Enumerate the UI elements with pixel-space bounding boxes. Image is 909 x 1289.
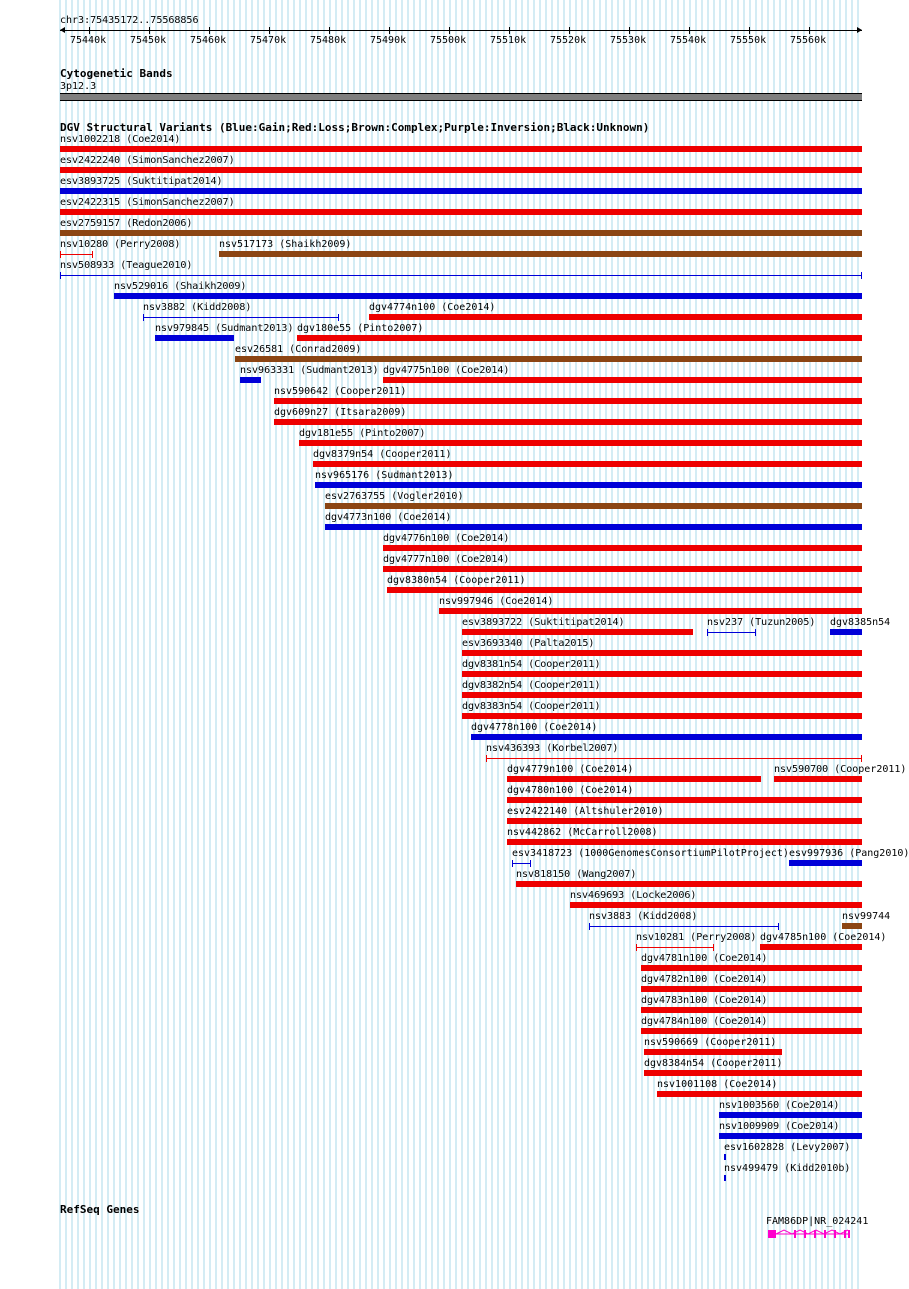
- variant-label[interactable]: esv1602828 (Levy2007): [724, 1142, 851, 1153]
- ruler-tick-label: 75470k: [250, 35, 287, 46]
- variant-label[interactable]: nsv963331 (Sudmant2013): [240, 365, 379, 376]
- variant-label[interactable]: dgv4783n100 (Coe2014): [641, 995, 768, 1006]
- ruler-tick-mark: [89, 27, 90, 34]
- variant-bar[interactable]: [462, 713, 862, 719]
- variant-label[interactable]: nsv590700 (Cooper2011): [774, 764, 907, 775]
- cytoband-bar[interactable]: [60, 93, 862, 101]
- variant-label[interactable]: nsv517173 (Shaikh2009): [219, 239, 352, 250]
- variant-bar[interactable]: [387, 587, 862, 593]
- variant-label[interactable]: dgv4779n100 (Coe2014): [507, 764, 634, 775]
- variant-end-cap: [636, 944, 637, 951]
- ruler-tick-label: 75550k: [730, 35, 767, 46]
- variant-bar[interactable]: [155, 335, 234, 341]
- ruler-tick-label: 75500k: [430, 35, 467, 46]
- ruler-tick-mark: [809, 27, 810, 34]
- region-coordinates: chr3:75435172..75568856: [60, 15, 199, 26]
- ruler-tick-label: 75510k: [490, 35, 527, 46]
- variant-bar[interactable]: [325, 503, 862, 509]
- variant-bar[interactable]: [830, 629, 862, 635]
- ruler-left-arrow-icon: [60, 27, 65, 33]
- variant-bar[interactable]: [315, 482, 862, 488]
- variant-label[interactable]: dgv8383n54 (Cooper2011): [462, 701, 601, 712]
- variant-label[interactable]: dgv4785n100 (Coe2014): [760, 932, 887, 943]
- variant-bar[interactable]: [462, 650, 862, 656]
- ruler-tick-label: 75440k: [70, 35, 107, 46]
- ruler-tick-label: 75480k: [310, 35, 347, 46]
- variant-bar[interactable]: [274, 419, 862, 425]
- variant-end-cap: [589, 923, 590, 930]
- variant-bar[interactable]: [240, 377, 261, 383]
- variant-bar[interactable]: [297, 335, 862, 341]
- variant-line[interactable]: [486, 758, 862, 759]
- variant-label[interactable]: dgv4781n100 (Coe2014): [641, 953, 768, 964]
- variant-bar[interactable]: [644, 1049, 782, 1055]
- ruler-tick-label: 75560k: [790, 35, 827, 46]
- variant-bar[interactable]: [60, 167, 862, 173]
- variant-label[interactable]: nsv237 (Tuzun2005): [707, 617, 816, 628]
- variant-label[interactable]: nsv1002218 (Coe2014): [60, 134, 181, 145]
- variant-label[interactable]: nsv1003560 (Coe2014): [719, 1100, 840, 1111]
- variant-label[interactable]: esv2422140 (Altshuler2010): [507, 806, 664, 817]
- gene-exon: [834, 1230, 836, 1238]
- gene-exon: [804, 1230, 806, 1238]
- variant-bar[interactable]: [313, 461, 862, 467]
- variant-bar[interactable]: [789, 860, 862, 866]
- gene-intron: [776, 1230, 848, 1234]
- variant-bar[interactable]: [383, 377, 862, 383]
- variant-label[interactable]: dgv4778n100 (Coe2014): [471, 722, 598, 733]
- variant-end-cap: [60, 251, 61, 258]
- variant-label[interactable]: nsv818150 (Wang2007): [516, 869, 637, 880]
- variant-label[interactable]: dgv8384n54 (Cooper2011): [644, 1058, 783, 1069]
- ruler-tick-mark: [209, 27, 210, 34]
- variant-label[interactable]: dgv4777n100 (Coe2014): [383, 554, 510, 565]
- gene-exon: [814, 1230, 816, 1238]
- variant-end-cap: [338, 314, 339, 321]
- variant-bar[interactable]: [774, 776, 862, 782]
- variant-end-cap: [143, 314, 144, 321]
- variant-label[interactable]: esv3693340 (Palta2015): [462, 638, 595, 649]
- variant-label[interactable]: esv26581 (Conrad2009): [235, 344, 362, 355]
- gene-exon: [768, 1230, 776, 1238]
- variant-bar[interactable]: [60, 188, 862, 194]
- variant-end-cap: [861, 272, 862, 279]
- variant-line[interactable]: [636, 947, 713, 948]
- variant-bar[interactable]: [114, 293, 862, 299]
- variant-label[interactable]: nsv1001108 (Coe2014): [657, 1079, 778, 1090]
- variant-label[interactable]: dgv609n27 (Itsara2009): [274, 407, 407, 418]
- variant-bar[interactable]: [299, 440, 862, 446]
- variant-label[interactable]: esv3418723 (1000GenomesConsortiumPilotProject): [512, 848, 789, 859]
- variant-label[interactable]: nsv529016 (Shaikh2009): [114, 281, 247, 292]
- variant-bar[interactable]: [719, 1133, 862, 1139]
- variant-line[interactable]: [512, 863, 530, 864]
- variant-bar[interactable]: [507, 818, 862, 824]
- ruler-tick-mark: [569, 27, 570, 34]
- ruler-tick-mark: [629, 27, 630, 34]
- variant-label[interactable]: esv2422240 (SimonSanchez2007): [60, 155, 235, 166]
- variant-line[interactable]: [60, 275, 862, 276]
- variant-label[interactable]: esv3893725 (Suktitipat2014): [60, 176, 223, 187]
- variant-bar[interactable]: [439, 608, 862, 614]
- variant-label[interactable]: esv997936 (Pang2010): [789, 848, 909, 859]
- variant-label[interactable]: dgv4773n100 (Coe2014): [325, 512, 452, 523]
- gene-exon: [848, 1230, 850, 1238]
- variant-label[interactable]: nsv590669 (Cooper2011): [644, 1037, 777, 1048]
- variant-label[interactable]: dgv8381n54 (Cooper2011): [462, 659, 601, 670]
- variant-bar[interactable]: [383, 566, 862, 572]
- variant-label[interactable]: dgv181e55 (Pinto2007): [299, 428, 426, 439]
- variant-end-cap: [530, 860, 531, 867]
- ruler-tick-label: 75450k: [130, 35, 167, 46]
- variant-bar[interactable]: [60, 230, 862, 236]
- variant-label[interactable]: nsv508933 (Teague2010): [60, 260, 193, 271]
- gene-exon: [844, 1230, 846, 1238]
- variant-label[interactable]: dgv4774n100 (Coe2014): [369, 302, 496, 313]
- variant-label[interactable]: nsv590642 (Cooper2011): [274, 386, 407, 397]
- gene-exon: [794, 1230, 796, 1238]
- variant-bar[interactable]: [235, 356, 862, 362]
- variant-end-cap: [861, 755, 862, 762]
- variant-bar[interactable]: [60, 146, 862, 152]
- variant-bar[interactable]: [641, 1028, 862, 1034]
- variant-bar[interactable]: [219, 251, 862, 257]
- variant-bar[interactable]: [369, 314, 862, 320]
- variant-label[interactable]: dgv8380n54 (Cooper2011): [387, 575, 526, 586]
- refseq-track-title: RefSeq Genes: [60, 1203, 140, 1216]
- variant-bar[interactable]: [383, 545, 862, 551]
- ruler-tick-mark: [389, 27, 390, 34]
- variant-label[interactable]: esv2759157 (Redon2006): [60, 218, 193, 229]
- variant-label[interactable]: dgv4780n100 (Coe2014): [507, 785, 634, 796]
- variant-bar[interactable]: [719, 1112, 862, 1118]
- variant-label[interactable]: dgv8385n54: [830, 617, 891, 628]
- variant-label[interactable]: dgv180e55 (Pinto2007): [297, 323, 424, 334]
- variant-label[interactable]: nsv3883 (Kidd2008): [589, 911, 698, 922]
- variant-label[interactable]: dgv4782n100 (Coe2014): [641, 974, 768, 985]
- ruler-tick-mark: [269, 27, 270, 34]
- variant-label[interactable]: dgv8382n54 (Cooper2011): [462, 680, 601, 691]
- ruler-right-arrow-icon: [857, 27, 862, 33]
- ruler-axis: [60, 30, 862, 31]
- cytobands-track-title: Cytogenetic Bands: [60, 67, 173, 80]
- variant-label[interactable]: nsv10281 (Perry2008): [636, 932, 757, 943]
- variant-bar[interactable]: [60, 209, 862, 215]
- variant-label[interactable]: nsv499479 (Kidd2010b): [724, 1163, 851, 1174]
- ruler-tick-mark: [749, 27, 750, 34]
- variant-label[interactable]: esv2763755 (Vogler2010): [325, 491, 464, 502]
- ruler-tick-label: 75540k: [670, 35, 707, 46]
- variant-bar[interactable]: [507, 839, 862, 845]
- variant-end-cap: [778, 923, 779, 930]
- variant-label[interactable]: nsv442862 (McCarroll2008): [507, 827, 658, 838]
- variant-label[interactable]: nsv469693 (Locke2006): [570, 890, 697, 901]
- ruler-tick-label: 75530k: [610, 35, 647, 46]
- variant-end-cap: [707, 629, 708, 636]
- ruler-tick-mark: [509, 27, 510, 34]
- variant-bar[interactable]: [644, 1070, 862, 1076]
- variant-label[interactable]: nsv997946 (Coe2014): [439, 596, 554, 607]
- variant-bar[interactable]: [724, 1154, 726, 1160]
- ruler-tick-mark: [329, 27, 330, 34]
- variant-end-cap: [486, 755, 487, 762]
- gene-model[interactable]: [766, 1228, 856, 1242]
- variant-label[interactable]: nsv1009909 (Coe2014): [719, 1121, 840, 1132]
- variant-bar[interactable]: [507, 776, 761, 782]
- variant-end-cap: [60, 272, 61, 279]
- dgv-track-title: DGV Structural Variants (Blue:Gain;Red:Loss;Brown:Complex;Purple:Inversion;Black:Unknown): [60, 121, 650, 134]
- variant-bar[interactable]: [760, 944, 862, 950]
- variant-label[interactable]: dgv4775n100 (Coe2014): [383, 365, 510, 376]
- variant-line[interactable]: [60, 254, 92, 255]
- variant-label[interactable]: nsv10280 (Perry2008): [60, 239, 181, 250]
- cytoband-label: 3p12.3: [60, 81, 97, 92]
- variant-bar[interactable]: [462, 629, 693, 635]
- gene-exon: [824, 1230, 826, 1238]
- ruler-tick-mark: [689, 27, 690, 34]
- variant-bar[interactable]: [274, 398, 862, 404]
- variant-label[interactable]: nsv99744: [842, 911, 891, 922]
- ruler-tick-label: 75460k: [190, 35, 227, 46]
- variant-label[interactable]: nsv965176 (Sudmant2013): [315, 470, 454, 481]
- variant-end-cap: [755, 629, 756, 636]
- variant-bar[interactable]: [842, 923, 862, 929]
- variant-bar[interactable]: [462, 692, 862, 698]
- variant-label[interactable]: esv2422315 (SimonSanchez2007): [60, 197, 235, 208]
- variant-bar[interactable]: [462, 671, 862, 677]
- variant-label[interactable]: dgv4776n100 (Coe2014): [383, 533, 510, 544]
- variant-bar[interactable]: [570, 902, 862, 908]
- variant-line[interactable]: [589, 926, 778, 927]
- ruler-tick-mark: [449, 27, 450, 34]
- variant-bar[interactable]: [724, 1175, 726, 1181]
- variant-bar[interactable]: [657, 1091, 862, 1097]
- variant-line[interactable]: [707, 632, 755, 633]
- variant-end-cap: [512, 860, 513, 867]
- variant-bar[interactable]: [641, 1007, 862, 1013]
- variant-label[interactable]: dgv4784n100 (Coe2014): [641, 1016, 768, 1027]
- variant-bar[interactable]: [641, 965, 862, 971]
- variant-label[interactable]: nsv3882 (Kidd2008): [143, 302, 252, 313]
- variant-label[interactable]: nsv436393 (Korbel2007): [486, 743, 619, 754]
- variant-line[interactable]: [143, 317, 338, 318]
- ruler-tick-label: 75520k: [550, 35, 587, 46]
- variant-bar[interactable]: [507, 797, 862, 803]
- variant-label[interactable]: nsv979845 (Sudmant2013): [155, 323, 294, 334]
- ruler-tick-label: 75490k: [370, 35, 407, 46]
- variant-end-cap: [92, 251, 93, 258]
- variant-bar[interactable]: [471, 734, 862, 740]
- variant-bar[interactable]: [516, 881, 862, 887]
- variant-label[interactable]: dgv8379n54 (Cooper2011): [313, 449, 452, 460]
- variant-bar[interactable]: [641, 986, 862, 992]
- ruler-tick-mark: [149, 27, 150, 34]
- variant-end-cap: [713, 944, 714, 951]
- gene-label: FAM86DP|NR_024241: [766, 1216, 869, 1227]
- variant-label[interactable]: esv3893722 (Suktitipat2014): [462, 617, 625, 628]
- variant-bar[interactable]: [325, 524, 862, 530]
